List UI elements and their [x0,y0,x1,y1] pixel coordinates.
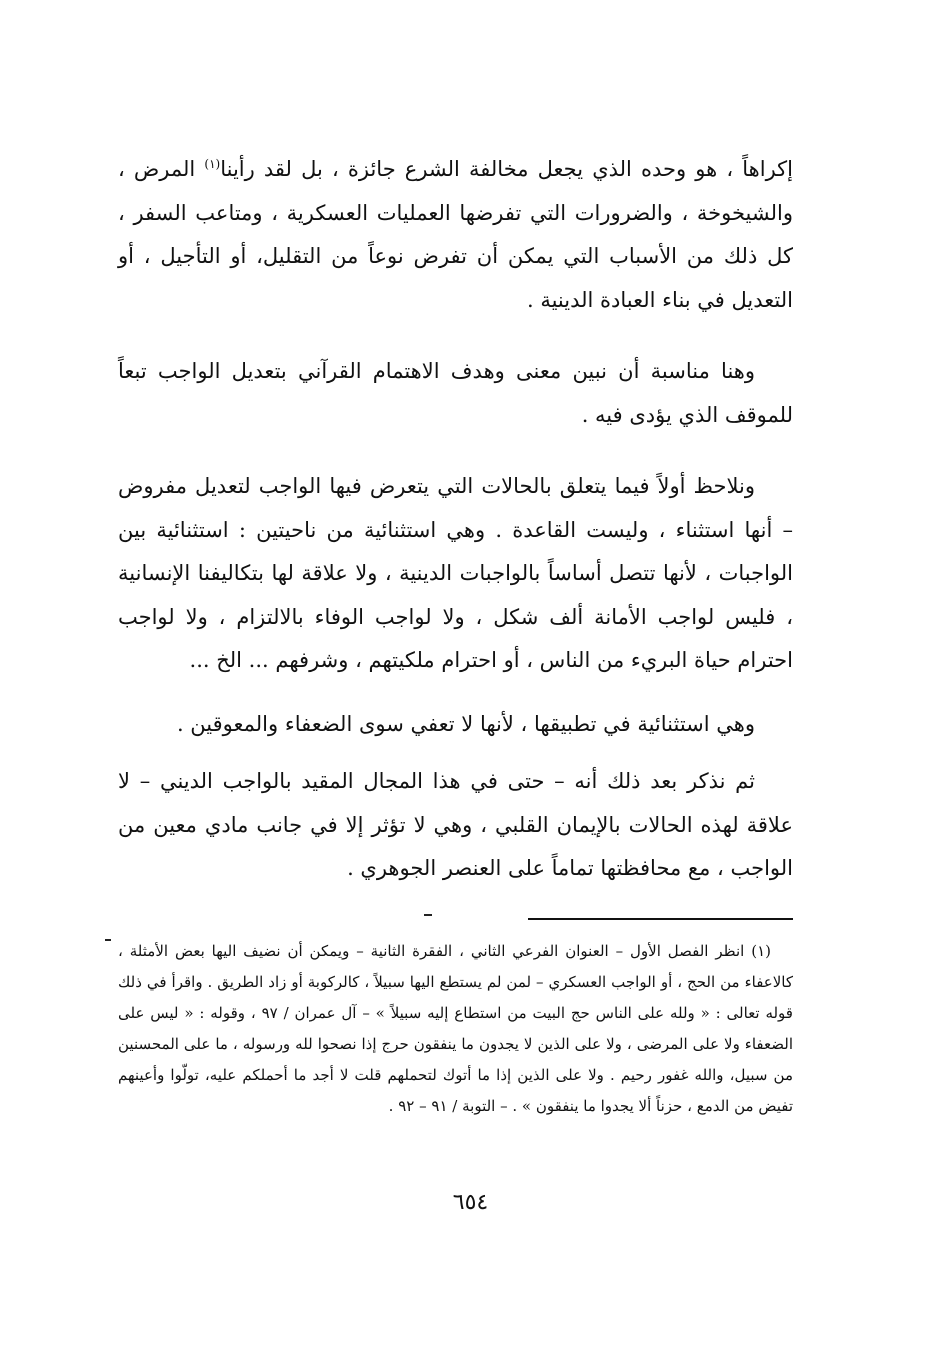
paragraph-1-text: إكراهاً ، هو وحده الذي يجعل مخالفة الشرع جائزة ، بل لقد رأينا [220,157,793,181]
paragraph-1-continuation: المرض ، والشيخوخة ، والضرورات التي تفرضها العمليات العسكرية ، ومتاعب السفر ، كل ذلك من الأسباب التي يمكن أن تفرض نوعاً من التقليل، أو التأجيل ، أو التعديل في بناء العبادة الدينية . [118,157,793,312]
paragraph-1 [118,148,793,322]
page-number: ٦٥٤ [452,1190,489,1215]
paragraph-4: وهي استثنائية في تطبيقها ، لأنها لا تعفي سوى الضعفاء والمعوقين . [176,711,755,736]
footnote-text: (١) انظر الفصل الأول – العنوان الفرعي الثاني ، الفقرة الثانية – ويمكن أن نضيف اليها بعض الأمثلة ، كالاعفاء من الحج ، أو الواجب العسكري – لمن لم يستطع اليها سبيلاً ، كالركوبة أو زاد الطريق . واقرأ في ذلك قوله تعالى : « ولله على الناس حج البيت من استطاع إليه سبيلاً » – آل عمران / ٩٧ ، وقوله : « ليس على الضعفاء ولا على المرضى ، ولا على الذين لا يجدون ما ينفقون حرج إذا نصحوا لله ورسوله ، ما على المحسنين من سبيل، والله غفور رحيم . ولا على الذين إذا ما أتوك لتحملهم قلت لا أجد ما أحملكم عليه، تولّوا وأعينهم تفيض من الدمع ، حزناً ألا يجدوا ما ينفقون » . – التوبة / ٩١ – ٩٢ . [118,942,793,1115]
paragraph-3: ونلاحظ أولاً فيما يتعلق بالحالات التي يتعرض فيها الواجب لتعديل مفروض – أنها استثناء ، وليست القاعدة . وهي استثنائية من ناحيتين : استثنائية بين الواجبات ، لأنها تتصل أساساً بالواجبات الدينية ، ولا علاقة لها بتكاليفنا الإنسانية ، فليس لواجب الأمانة ألف شكل ، ولا لواجب الوفاء بالالتزام ، ولا لواجب احترام حياة البريء من الناس ، أو احترام ملكيتهم ، وشرفهم ... الخ ... [118,474,793,672]
footnote-separator [528,918,793,920]
stray-tick [105,939,111,941]
stray-mark [424,914,432,916]
paragraph-5: ثم نذكر بعد ذلك أنه – حتى في هذا المجال المقيد بالواجب الديني – لا علاقة لهذه الحالات بالإيمان القلبي ، وهي لا تؤثر إلا في جانب مادي معين من الواجب ، مع محافظتها تماماً على العنصر الجوهري . [118,769,793,880]
main-text [118,148,793,891]
paragraph-2: وهنا مناسبة أن نبين معنى وهدف الاهتمام القرآني بتعديل الواجب تبعاً للموقف الذي يؤدى فيه . [118,359,793,427]
footnote [118,936,793,1122]
footnote-marker: (١) [204,157,221,171]
